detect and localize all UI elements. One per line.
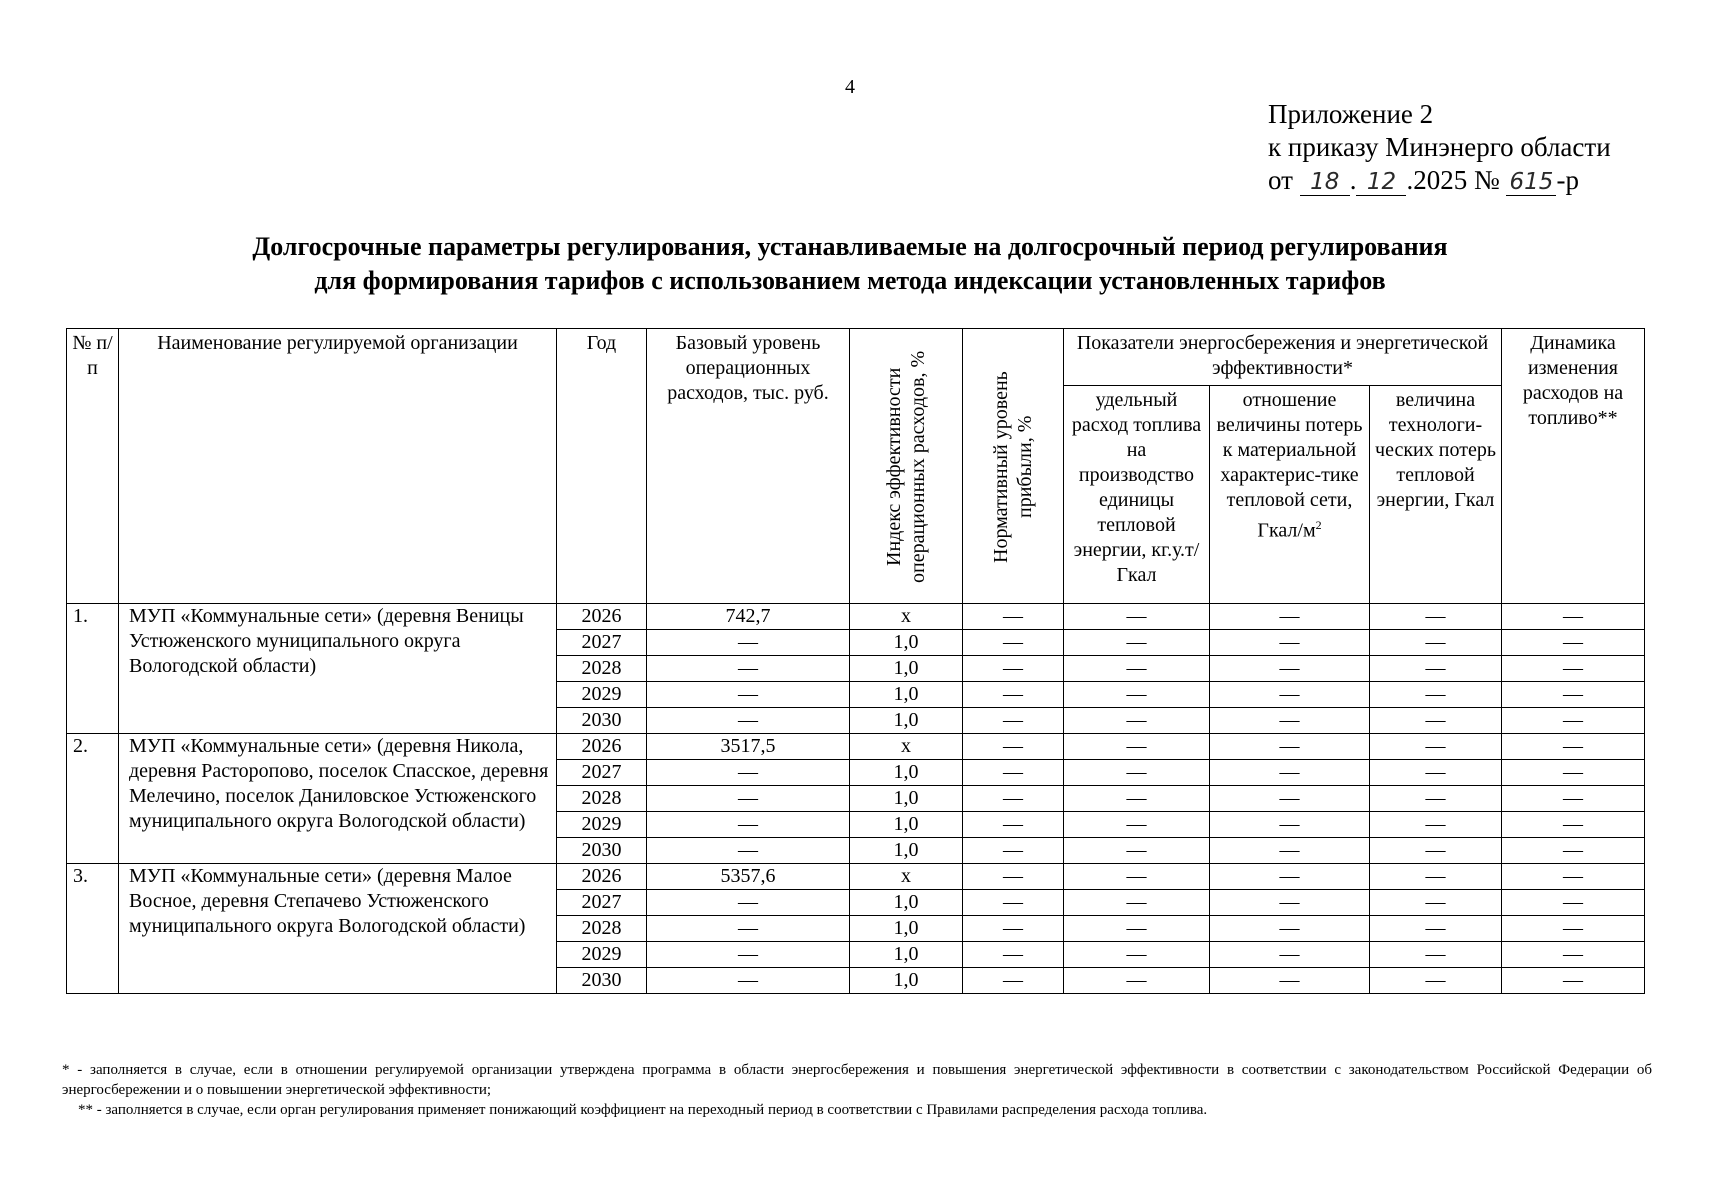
cell-fuel-rate: —	[1064, 786, 1210, 812]
cell-index: 1,0	[850, 812, 963, 838]
header-year: Год	[557, 329, 647, 604]
cell-loss-ratio: —	[1210, 812, 1370, 838]
cell-year: 2029	[557, 812, 647, 838]
order-suffix: -р	[1556, 165, 1579, 195]
cell-index: 1,0	[850, 786, 963, 812]
cell-tech-loss: —	[1370, 890, 1502, 916]
cell-dynamics: —	[1502, 656, 1645, 682]
header-index: Индекс эффективности операционных расходов, %	[883, 350, 929, 584]
cell-base: —	[647, 838, 850, 864]
date-prefix: от	[1268, 165, 1293, 195]
cell-tech-loss: —	[1370, 838, 1502, 864]
footnotes	[62, 1060, 1652, 1120]
footnote-star2: ** - заполняется в случае, если орган регулирования применяет понижающий коэффициент на переходный период в соответствии с Правилами распределения расхода топлива.	[78, 1102, 1208, 1118]
header-fuel-rate: удельный расход топлива на производство единицы тепловой энергии, кг.у.т/Гкал	[1064, 385, 1210, 603]
cell-tech-loss: —	[1370, 942, 1502, 968]
cell-index: 1,0	[850, 890, 963, 916]
cell-fuel-rate: —	[1064, 942, 1210, 968]
cell-profit: —	[963, 942, 1064, 968]
title-line1: Долгосрочные параметры регулирования, устанавливаемые на долгосрочный период регулирования	[252, 232, 1448, 261]
cell-index: 1,0	[850, 682, 963, 708]
cell-profit: —	[963, 708, 1064, 734]
cell-dynamics: —	[1502, 760, 1645, 786]
cell-dynamics: —	[1502, 734, 1645, 760]
cell-base: —	[647, 656, 850, 682]
cell-fuel-rate: —	[1064, 838, 1210, 864]
cell-tech-loss: —	[1370, 968, 1502, 994]
header-row-1	[67, 329, 1645, 386]
cell-loss-ratio: —	[1210, 760, 1370, 786]
cell-year: 2030	[557, 968, 647, 994]
cell-index: 1,0	[850, 942, 963, 968]
cell-profit: —	[963, 760, 1064, 786]
handwritten-day: 18	[1300, 169, 1350, 196]
cell-profit: —	[963, 656, 1064, 682]
cell-profit: —	[963, 812, 1064, 838]
cell-fuel-rate: —	[1064, 708, 1210, 734]
cell-loss-ratio: —	[1210, 942, 1370, 968]
cell-dynamics: —	[1502, 708, 1645, 734]
cell-index: 1,0	[850, 968, 963, 994]
cell-tech-loss: —	[1370, 630, 1502, 656]
header-base: Базовый уровень операционных расходов, тыс. руб.	[647, 329, 850, 604]
cell-tech-loss: —	[1370, 734, 1502, 760]
cell-year: 2028	[557, 656, 647, 682]
cell-dynamics: —	[1502, 786, 1645, 812]
org-name: МУП «Коммунальные сети» (деревня Веницы Устюженского муниципального округа Вологодской области)	[119, 604, 557, 734]
org-name: МУП «Коммунальные сети» (деревня Малое Восное, деревня Степачево Устюженского муниципального округа Вологодской области)	[119, 864, 557, 994]
appendix-date-line: от 18 . 12 .2025 № 615 -р	[1268, 165, 1579, 195]
appendix-line2: к приказу Минэнерго области	[1268, 132, 1611, 162]
cell-base: —	[647, 682, 850, 708]
cell-base: —	[647, 708, 850, 734]
cell-index: 1,0	[850, 656, 963, 682]
cell-fuel-rate: —	[1064, 734, 1210, 760]
cell-fuel-rate: —	[1064, 656, 1210, 682]
cell-loss-ratio: —	[1210, 708, 1370, 734]
cell-profit: —	[963, 630, 1064, 656]
cell-base: —	[647, 916, 850, 942]
cell-profit: —	[963, 890, 1064, 916]
cell-year: 2026	[557, 604, 647, 630]
cell-dynamics: —	[1502, 942, 1645, 968]
table-row	[67, 604, 1645, 630]
cell-tech-loss: —	[1370, 864, 1502, 890]
cell-index: х	[850, 864, 963, 890]
table-body	[67, 604, 1645, 994]
cell-index: х	[850, 734, 963, 760]
cell-dynamics: —	[1502, 630, 1645, 656]
org-number: 3.	[67, 864, 119, 994]
cell-loss-ratio: —	[1210, 864, 1370, 890]
date-year: .2025 №	[1406, 165, 1500, 195]
cell-index: 1,0	[850, 760, 963, 786]
cell-loss-ratio: —	[1210, 890, 1370, 916]
cell-base: —	[647, 786, 850, 812]
cell-fuel-rate: —	[1064, 812, 1210, 838]
cell-base: —	[647, 760, 850, 786]
cell-dynamics: —	[1502, 838, 1645, 864]
header-profit: Нормативный уровень прибыли, %	[990, 371, 1036, 563]
cell-dynamics: —	[1502, 916, 1645, 942]
cell-year: 2027	[557, 760, 647, 786]
header-energy-group: Показатели энергосбережения и энергетической эффективности*	[1064, 329, 1502, 386]
document-title	[60, 230, 1640, 298]
header-index-cell	[850, 329, 963, 604]
cell-loss-ratio: —	[1210, 630, 1370, 656]
cell-fuel-rate: —	[1064, 864, 1210, 890]
appendix-line1: Приложение 2	[1268, 99, 1434, 129]
cell-year: 2030	[557, 708, 647, 734]
table-row	[67, 864, 1645, 890]
cell-year: 2026	[557, 864, 647, 890]
cell-index: 1,0	[850, 708, 963, 734]
cell-dynamics: —	[1502, 890, 1645, 916]
cell-base: —	[647, 968, 850, 994]
header-loss-ratio-cell	[1210, 385, 1370, 603]
cell-tech-loss: —	[1370, 604, 1502, 630]
cell-fuel-rate: —	[1064, 604, 1210, 630]
cell-profit: —	[963, 864, 1064, 890]
cell-dynamics: —	[1502, 864, 1645, 890]
cell-loss-ratio: —	[1210, 786, 1370, 812]
cell-base: —	[647, 890, 850, 916]
header-loss-ratio: отношение величины потерь к материальной характерис-тике тепловой сети, Гкал/м	[1216, 388, 1363, 542]
cell-dynamics: —	[1502, 968, 1645, 994]
header-dynamics: Динамика изменения расходов на топливо**	[1502, 329, 1645, 604]
cell-loss-ratio: —	[1210, 604, 1370, 630]
org-number: 2.	[67, 734, 119, 864]
cell-index: 1,0	[850, 916, 963, 942]
header-num: № п/п	[67, 329, 119, 604]
cell-fuel-rate: —	[1064, 630, 1210, 656]
handwritten-order-number: 615	[1506, 169, 1556, 196]
header-tech-loss: величина технологи-ческих потерь тепловой энергии, Гкал	[1370, 385, 1502, 603]
cell-profit: —	[963, 734, 1064, 760]
footnote-star1: * - заполняется в случае, если в отношении регулируемой организации утверждена программа в области энергосбережения и повышения энергетической эффективности в соответствии с законодательством Российской Федерации об энергосбережении и о повышении энергетической эффективности;	[62, 1062, 1652, 1098]
cell-loss-ratio: —	[1210, 916, 1370, 942]
cell-profit: —	[963, 786, 1064, 812]
header-profit-cell	[963, 329, 1064, 604]
org-name: МУП «Коммунальные сети» (деревня Никола, деревня Расторопово, поселок Спасское, деревня Мелечино, поселок Даниловское Устюженского муниципального округа Вологодской области)	[119, 734, 557, 864]
cell-base: 742,7	[647, 604, 850, 630]
cell-year: 2027	[557, 630, 647, 656]
org-number: 1.	[67, 604, 119, 734]
cell-fuel-rate: —	[1064, 682, 1210, 708]
cell-base: —	[647, 812, 850, 838]
header-loss-ratio-sup: 2	[1315, 517, 1322, 532]
cell-loss-ratio: —	[1210, 682, 1370, 708]
cell-profit: —	[963, 682, 1064, 708]
cell-year: 2028	[557, 786, 647, 812]
cell-year: 2027	[557, 890, 647, 916]
cell-profit: —	[963, 604, 1064, 630]
cell-index: х	[850, 604, 963, 630]
page-number: 4	[845, 76, 855, 98]
cell-fuel-rate: —	[1064, 760, 1210, 786]
cell-fuel-rate: —	[1064, 916, 1210, 942]
cell-year: 2026	[557, 734, 647, 760]
handwritten-month: 12	[1356, 169, 1406, 196]
cell-base: 5357,6	[647, 864, 850, 890]
cell-profit: —	[963, 838, 1064, 864]
cell-year: 2030	[557, 838, 647, 864]
cell-year: 2028	[557, 916, 647, 942]
cell-tech-loss: —	[1370, 760, 1502, 786]
cell-tech-loss: —	[1370, 708, 1502, 734]
cell-loss-ratio: —	[1210, 656, 1370, 682]
parameters-table	[66, 328, 1645, 994]
cell-index: 1,0	[850, 630, 963, 656]
cell-year: 2029	[557, 942, 647, 968]
cell-fuel-rate: —	[1064, 890, 1210, 916]
cell-base: —	[647, 942, 850, 968]
cell-tech-loss: —	[1370, 682, 1502, 708]
cell-base: 3517,5	[647, 734, 850, 760]
cell-dynamics: —	[1502, 812, 1645, 838]
cell-dynamics: —	[1502, 604, 1645, 630]
cell-index: 1,0	[850, 838, 963, 864]
title-line2: для формирования тарифов с использованием метода индексации установленных тарифов	[314, 266, 1386, 295]
cell-dynamics: —	[1502, 682, 1645, 708]
cell-base: —	[647, 630, 850, 656]
header-org: Наименование регулируемой организации	[119, 329, 557, 604]
cell-profit: —	[963, 916, 1064, 942]
cell-loss-ratio: —	[1210, 838, 1370, 864]
appendix-block	[1268, 98, 1611, 197]
cell-loss-ratio: —	[1210, 734, 1370, 760]
cell-fuel-rate: —	[1064, 968, 1210, 994]
cell-tech-loss: —	[1370, 812, 1502, 838]
cell-tech-loss: —	[1370, 916, 1502, 942]
cell-profit: —	[963, 968, 1064, 994]
cell-tech-loss: —	[1370, 786, 1502, 812]
table-row	[67, 734, 1645, 760]
cell-loss-ratio: —	[1210, 968, 1370, 994]
cell-year: 2029	[557, 682, 647, 708]
cell-tech-loss: —	[1370, 656, 1502, 682]
